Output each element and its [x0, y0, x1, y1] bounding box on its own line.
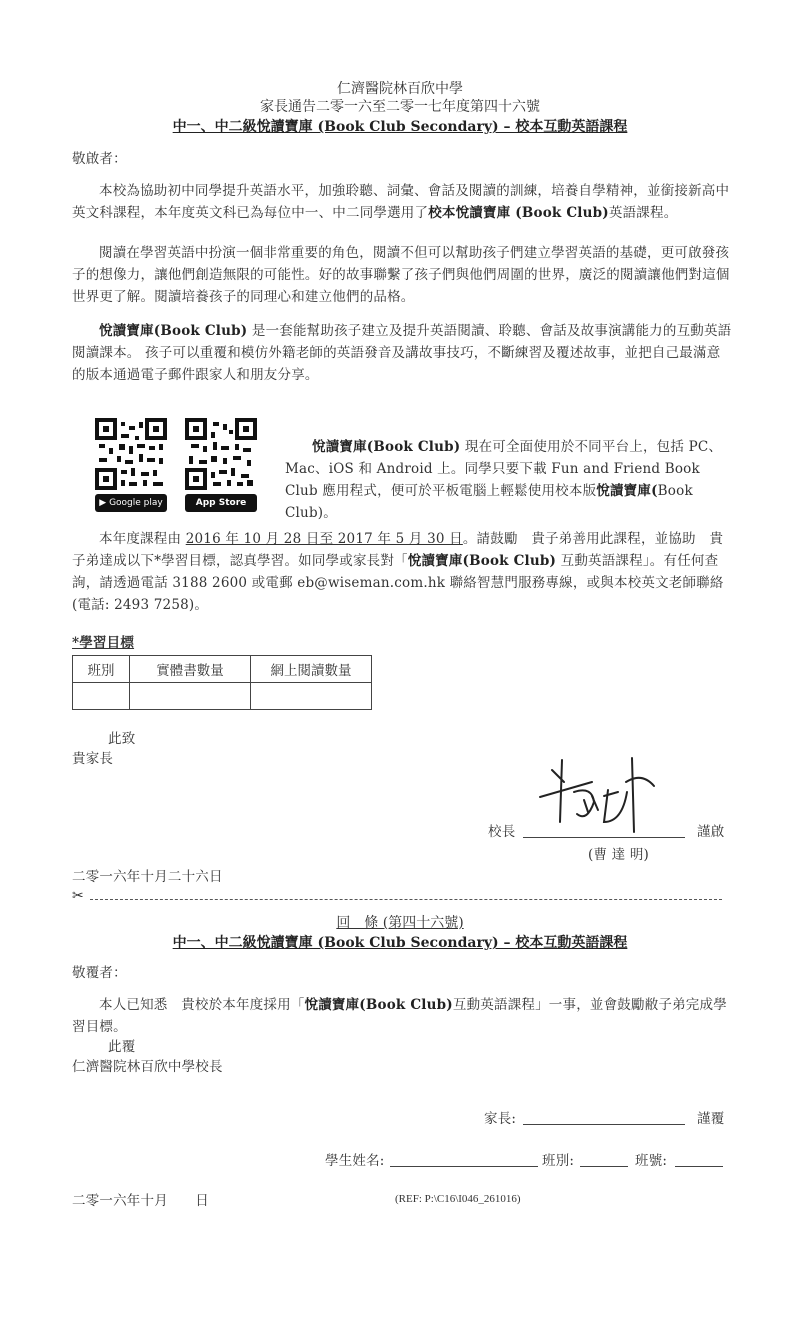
class-no-field[interactable]	[675, 1166, 723, 1167]
principal-suffix: 謹啟	[697, 824, 725, 840]
goal-table	[72, 655, 372, 710]
closing-cizhi: 此致	[108, 731, 136, 747]
paragraph-2: 閱讀在學習英語中扮演一個非常重要的角色，閱讀不但可以幫助孩子們建立學習英語的基礎，更可啟發孩子的想像力，讓他們創造無限的可能性。好的故事聯繫了孩子們與他們周圍的世界，廣泛的閱讀讓他們對這個世界更了解。閱讀培養孩子的同理心和建立他們的品格。	[72, 245, 730, 305]
greeting: 敬啟者：	[72, 151, 127, 167]
notice-number: 家長通告二零一六至二零一七年度第四十六號	[260, 99, 540, 115]
google-play-badge: ▶ Google play	[95, 494, 167, 512]
school-name: 仁濟醫院林百欣中學	[337, 81, 463, 97]
app-store-badge: App Store	[185, 494, 257, 512]
app-description: 悅讀寶庫(Book Club) 現在可全面使用於不同平台上，包括 PC、Mac、iOS 和 Android 上。同學只要下載 Fun and Friend Book Club 應用程式，便可於平板電腦上輕鬆使用校本版悅讀寶庫(Book Club)。	[285, 439, 723, 521]
qr-code-google-icon	[95, 418, 167, 490]
notice-date: 二零一六年十月二十六日	[72, 869, 223, 885]
scissors-icon: ✂	[72, 888, 84, 904]
cut-line	[90, 899, 722, 900]
class-label: 班別:	[542, 1153, 575, 1169]
paragraph-4: 本年度課程由 2016 年 10 月 28 日至 2017 年 5 月 30 日。請鼓勵 貴子弟善用此課程，並協助 貴子弟達成以下*學習目標，認真學習。如同學或家長對「悅讀寶庫(Book Club) 互動英語課程」。有任何查詢，請透過電話 3188 2600 或電郵 eb@wiseman.com.hk 聯絡智慧門服務專線，或與本校英文老師聯絡 (電話: 2493 7258)。	[72, 531, 724, 613]
parent-suffix: 謹覆	[697, 1111, 725, 1127]
parent-label: 家長:	[484, 1111, 517, 1127]
goal-col-class: 班別	[73, 656, 130, 683]
reply-date: 二零一六年十月 日	[72, 1193, 209, 1209]
principal-signature	[532, 752, 662, 834]
reply-to: 仁濟醫院林百欣中學校長	[72, 1059, 223, 1075]
class-field[interactable]	[580, 1166, 628, 1167]
qr-code-apple-icon	[185, 418, 257, 490]
goal-cell-physical	[130, 683, 251, 710]
principal-label: 校長	[488, 824, 516, 840]
goal-heading: *學習目標	[72, 635, 135, 651]
reply-title: 中一、中二級悅讀寶庫 (Book Club Secondary) – 校本互動英語課程	[172, 935, 628, 951]
reply-heading: 回 條 (第四十六號)	[336, 915, 464, 931]
parent-signature-field[interactable]	[523, 1124, 685, 1125]
course-date-range: 2016 年 10 月 28 日至 2017 年 5 月 30 日	[185, 531, 463, 547]
goal-col-online: 網上閱讀數量	[251, 656, 372, 683]
goal-cell-online	[251, 683, 372, 710]
goal-cell-class	[73, 683, 130, 710]
play-icon: ▶	[99, 498, 110, 508]
student-name-field[interactable]	[390, 1166, 538, 1167]
reply-greeting: 敬覆者：	[72, 965, 127, 981]
closing-to: 貴家長	[72, 751, 114, 767]
class-no-label: 班號:	[635, 1153, 668, 1169]
paragraph-3: 悅讀寶庫(Book Club) 是一套能幫助孩子建立及提升英語閱讀、聆聽、會話及故事演講能力的互動英語閱讀課本。 孩子可以重覆和模仿外籍老師的英語發音及講故事技巧，不斷練習及覆述故事，並把自己最滿意的版本通過電子郵件跟家人和朋友分享。	[72, 323, 732, 383]
principal-signature-line	[523, 837, 685, 838]
goal-col-physical: 實體書數量	[130, 656, 251, 683]
reply-body: 本人已知悉 貴校於本年度採用「悅讀寶庫(Book Club)互動英語課程」一事，並會鼓勵敝子弟完成學習目標。	[72, 997, 727, 1035]
paragraph-1: 本校為協助初中同學提升英語水平，加強聆聽、詞彙、會話及閱讀的訓練，培養自學精神，並銜接新高中英文科課程，本年度英文科已為每位中一、中二同學選用了校本悅讀寶庫 (Book Club)英語課程。	[72, 183, 730, 221]
reference-code: (REF: P:\C16\I046_261016)	[395, 1193, 521, 1205]
principal-name: (曹 達 明)	[588, 847, 650, 863]
reply-cifu: 此覆	[108, 1039, 136, 1055]
notice-title: 中一、中二級悅讀寶庫 (Book Club Secondary) – 校本互動英語課程	[172, 119, 628, 135]
student-name-label: 學生姓名:	[325, 1153, 385, 1169]
